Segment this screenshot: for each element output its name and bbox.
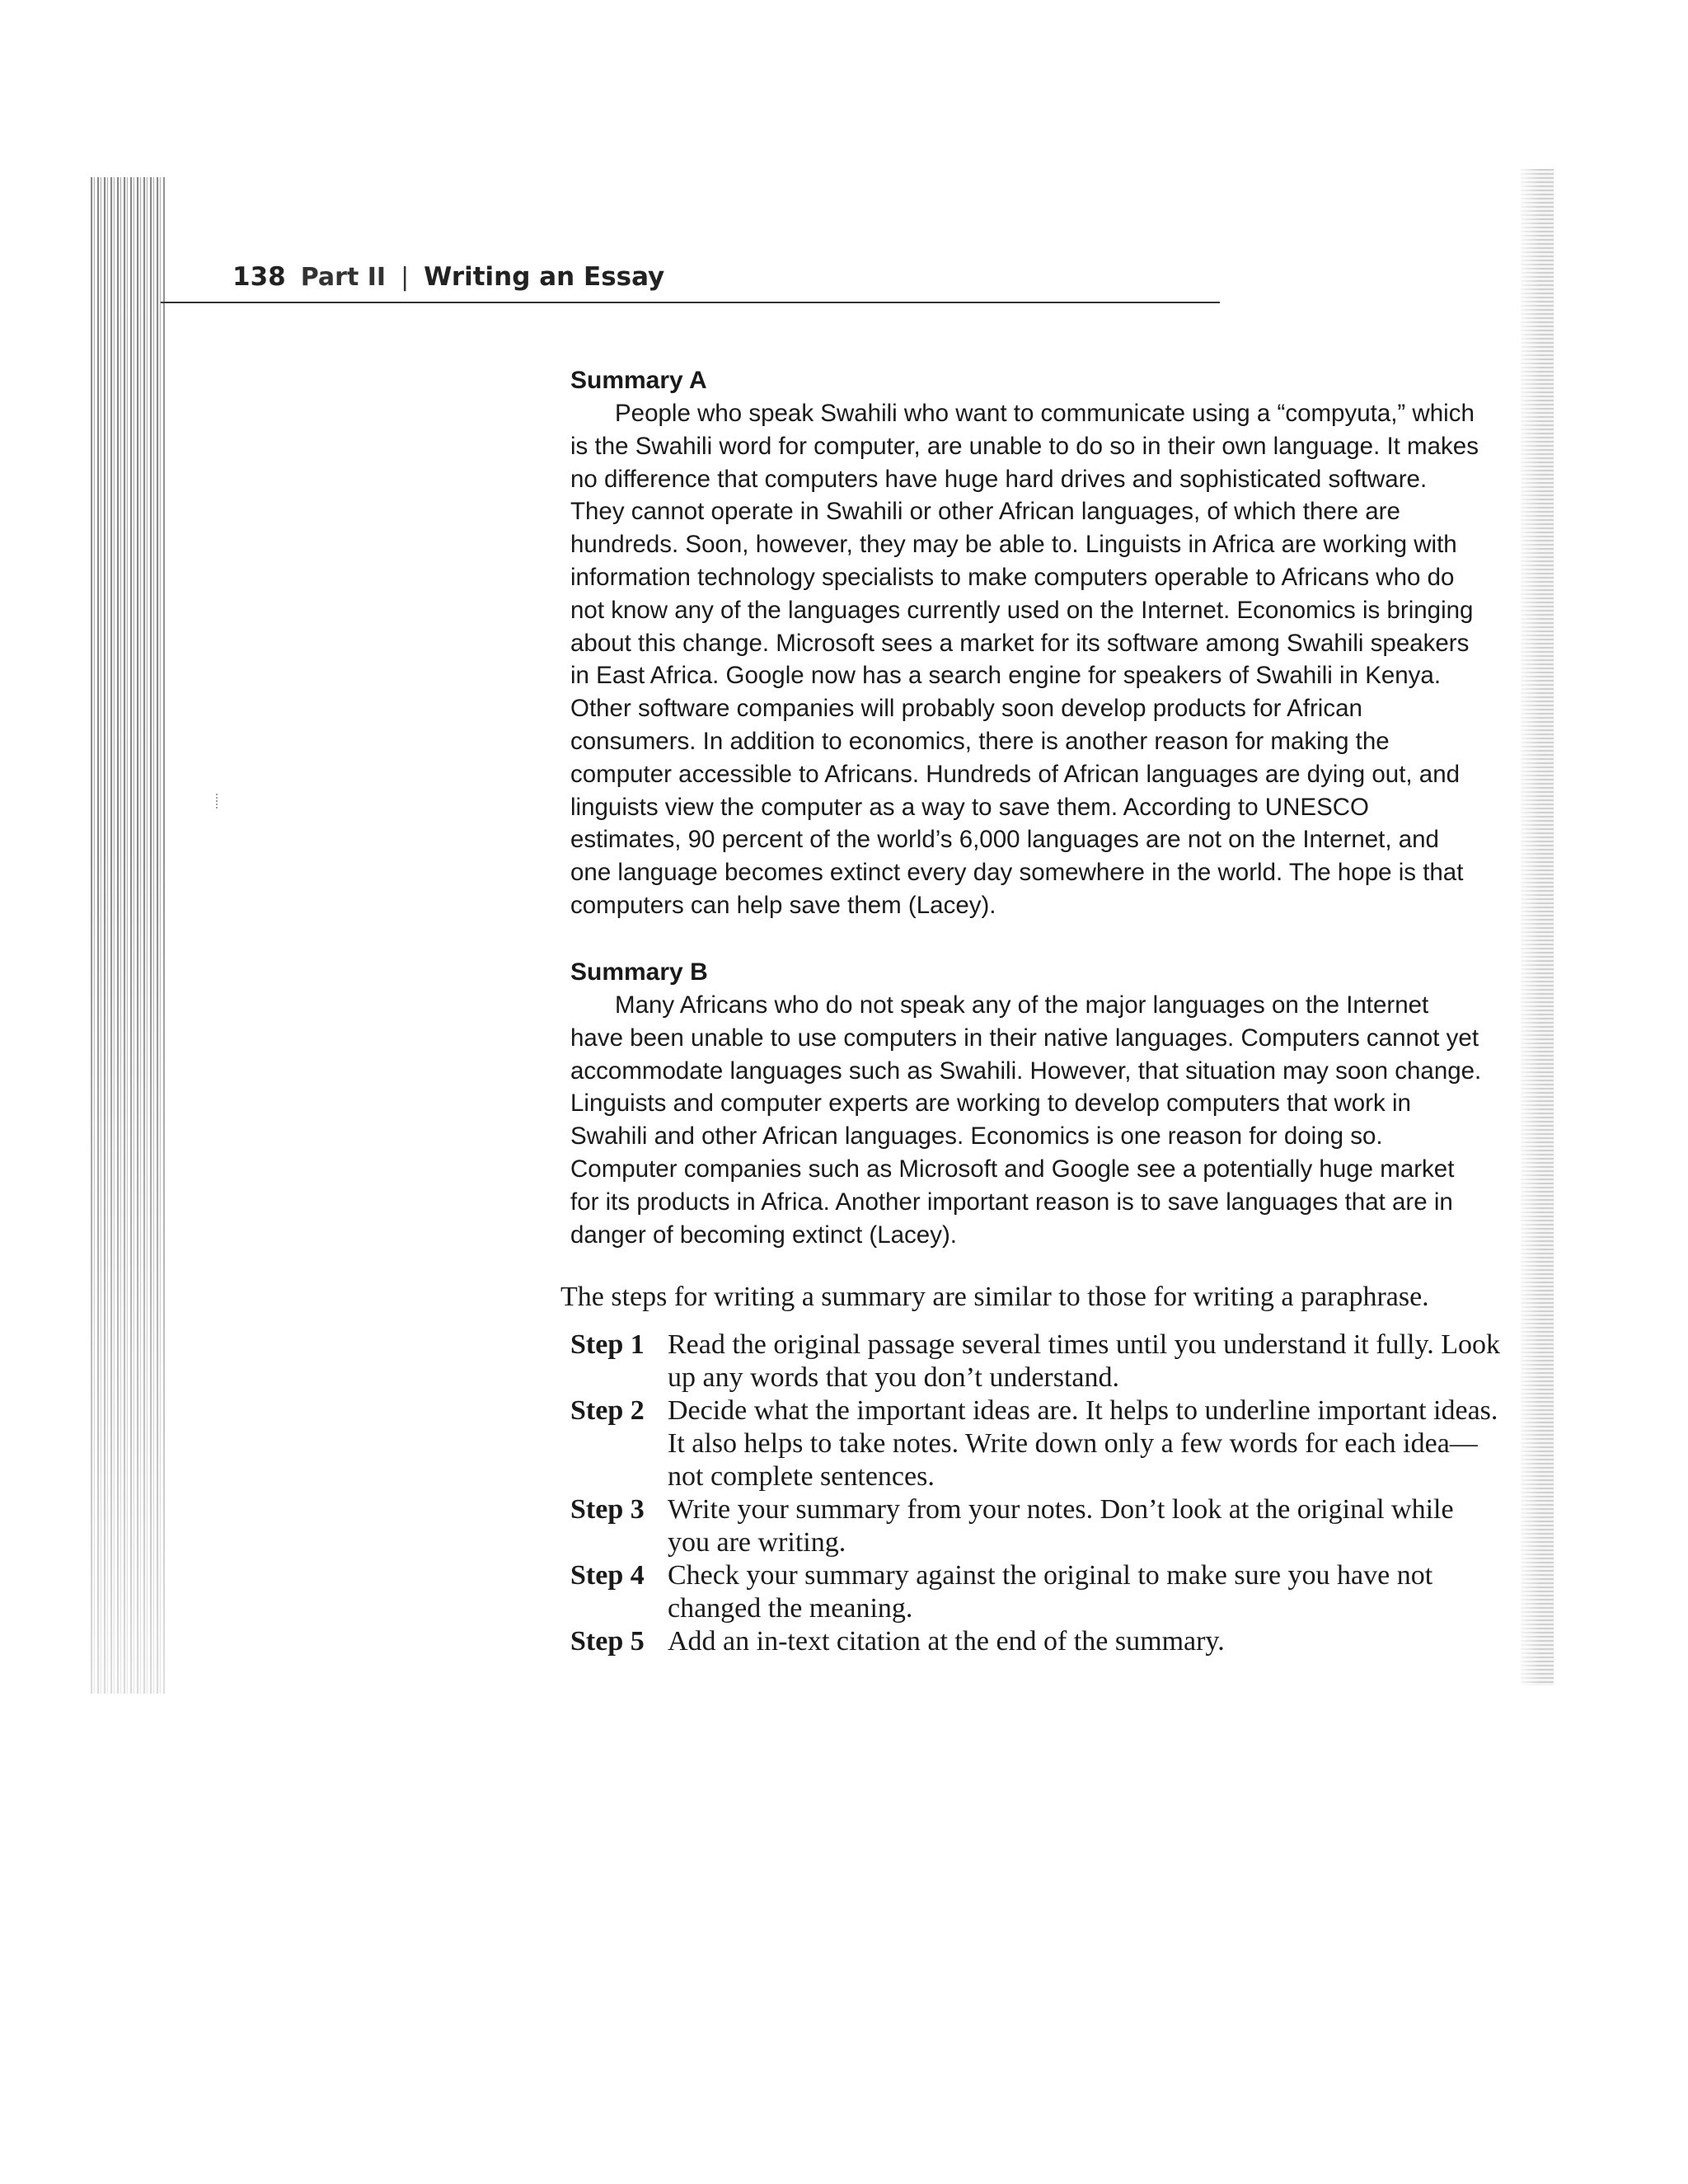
page-number: 138 — [232, 262, 286, 292]
step-text: Decide what the important ideas are. It helps to underline important ideas. It also helps to take notes. Write down only a few words for each idea—not complete sentences. — [668, 1395, 1498, 1492]
step-item — [570, 1329, 1502, 1394]
part-label: Part II — [300, 263, 387, 292]
header-separator: | — [401, 263, 410, 292]
steps-list — [570, 1329, 1502, 1658]
summary-b-body: Many Africans who do not speak any of the major languages on the Internet have been unable to use computers in their native languages. Computers cannot yet accommodate languages such as Swahili. However, that situation may soon change. Linguists and computer experts are working to develop computers that work in Swahili and other African languages. Economics is one reason for doing so. Computer companies such as Microsoft and Google see a potentially huge market for its products in Africa. Another important reason is to save languages that are in danger of becoming extinct (Lacey). — [570, 991, 1482, 1249]
steps-intro: The steps for writing a summary are similar to those for writing a paraphrase. — [560, 1282, 1429, 1312]
step-item — [570, 1394, 1502, 1493]
step-item — [570, 1625, 1502, 1658]
step-label: Step 2 — [570, 1395, 645, 1426]
step-label: Step 5 — [570, 1626, 645, 1657]
running-header — [232, 262, 664, 303]
summary-a-heading: Summary A — [570, 367, 707, 394]
scan-binding-shadow-left — [91, 177, 165, 1694]
scan-binding-shadow-right — [1521, 169, 1554, 1685]
header-rule — [161, 302, 1220, 303]
scan-speck — [216, 794, 224, 808]
summary-b-heading: Summary B — [570, 958, 708, 986]
summary-a — [570, 364, 1485, 922]
step-item — [570, 1493, 1502, 1559]
step-item — [570, 1559, 1502, 1625]
step-label: Step 3 — [570, 1494, 645, 1525]
step-text: Check your summary against the original to make sure you have not changed the meaning. — [668, 1560, 1433, 1624]
summary-a-body: People who speak Swahili who want to communicate using a “compyuta,” which is the Swahili word for computer, are unable to do so in their own language. It makes no difference that computers have huge hard drives and sophisticated software. They cannot operate in Swahili or other African languages, of which there are hundreds. Soon, however, they may be able to. Linguists in Africa are working with information technology specialists to make computers operable to Africans who do not know any of the languages currently used on the Internet. Economics is bringing about this change. Microsoft sees a market for its software among Swahili speakers in East Africa. Google now has a search engine for speakers of Swahili in Kenya. Other software companies will probably soon develop products for African consumers. In addition to economics, there is another reason for making the computer accessible to Africans. Hundreds of African languages are dying out, and linguists view the computer as a way to save them. According to UNESCO estimates, 90 percent of the world’s 6,000 languages are not on the Internet, and one language becomes extinct every day somewhere in the world. The hope is that computers can help save them (Lacey). — [570, 400, 1479, 919]
step-label: Step 4 — [570, 1560, 645, 1591]
summary-b — [570, 956, 1485, 1251]
chapter-title: Writing an Essay — [424, 262, 665, 292]
step-text: Add an in-text citation at the end of the summary. — [668, 1626, 1225, 1657]
step-text: Write your summary from your notes. Don’t look at the original while you are writing. — [668, 1494, 1454, 1558]
step-label: Step 1 — [570, 1329, 645, 1360]
step-text: Read the original passage several times until you understand it fully. Look up any words that you don’t understand. — [668, 1329, 1501, 1393]
